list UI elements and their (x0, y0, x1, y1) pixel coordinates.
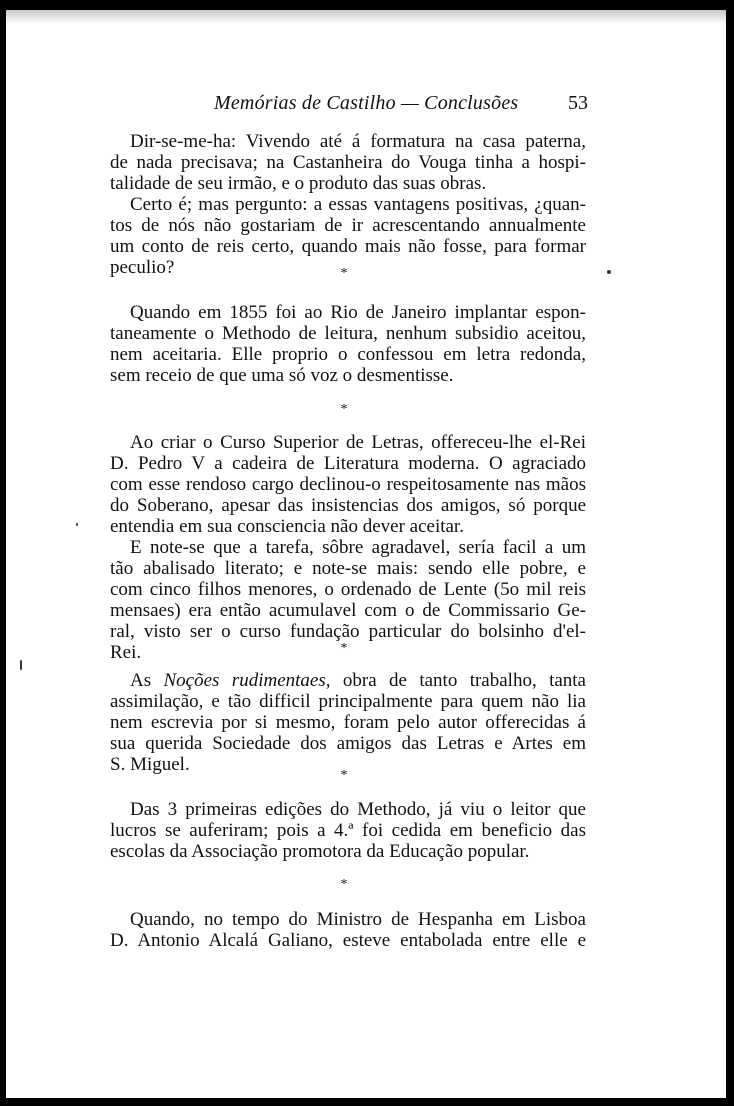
book-title: Noções rudimentaes, (163, 670, 331, 691)
text-line: escolas da Associação promotora da Educação popular. (110, 841, 530, 862)
paragraph-block-2 (110, 302, 586, 386)
text-line: Certo é; mas pergunto: a essas vantagens positivas, ¿quan- (130, 194, 586, 215)
text-line: S. Miguel. (110, 754, 190, 775)
text-line: entendia em sua consciencia não dever aceitar. (110, 516, 464, 537)
text-line: sua querida Sociedade dos amigos das Letras e Artes em (110, 733, 586, 754)
text-line: sem receio de que uma só voz o desmentisse. (110, 365, 454, 386)
paragraph-block-3 (110, 432, 586, 663)
section-separator: * (340, 402, 348, 417)
text-line: com cinco filhos menores, o ordenado de Lente (5o mil reis (110, 579, 586, 600)
section-separator: * (340, 768, 348, 783)
text-line: nem escrevia por si mesmo, foram pelo autor offerecidas á (110, 712, 586, 733)
paragraph-block-1 (110, 131, 586, 278)
text-line: D. Pedro V a cadeira de Literatura moderna. O agraciado (110, 453, 586, 474)
text-line: lucros se auferiram; pois a 4.ª foi cedida em beneficio das (110, 820, 586, 841)
text-fragment: obra de tanto trabalho, tanta (330, 670, 586, 691)
text-line: um conto de reis certo, quando mais não fosse, para formar (110, 236, 586, 257)
text-line: do Soberano, apesar das insistencias dos amigos, só porque (110, 495, 586, 516)
running-title: Memórias de Castilho — Conclusões (214, 92, 519, 114)
text-line: Quando, no tempo do Ministro de Hespanha em Lisboa (130, 909, 586, 930)
text-line: mensaes) era então acumulavel com o de Commissario Ge- (110, 600, 586, 621)
text-fragment: As (130, 670, 164, 691)
text-line: de nada precisava; na Castanheira do Vouga tinha a hospi- (110, 152, 586, 173)
text-line: Ao criar o Curso Superior de Letras, offereceu-lhe el-Rei (130, 432, 586, 453)
text-line: Rei. (110, 642, 142, 663)
scan-shadow (6, 10, 726, 24)
text-line: D. Antonio Alcalá Galiano, esteve entabolada entre elle e (110, 930, 586, 951)
text-line: assimilação, e tão difficil principalmente para quem não lia (110, 691, 586, 712)
text-line: ral, visto ser o curso fundação particular do bolsinho d'el- (110, 621, 586, 642)
text-line: Quando em 1855 foi ao Rio de Janeiro implantar espon- (130, 302, 586, 323)
page-header (110, 92, 588, 116)
scan-speck (20, 660, 22, 670)
section-separator: * (340, 641, 348, 656)
text-line: E note-se que a tarefa, sôbre agradavel, sería facil a um (130, 537, 586, 558)
text-line: tão abalisado literato; e note-se mais: sendo elle pobre, e (110, 558, 586, 579)
paragraph-block-5 (110, 799, 586, 862)
text-line: Das 3 primeiras edições do Methodo, já viu o leitor que (130, 799, 586, 820)
section-separator: * (340, 266, 348, 281)
text-line: Dir-se-me-ha: Vivendo até á formatura na casa paterna, (130, 131, 586, 152)
text-line (110, 670, 586, 691)
text-line: talidade de seu irmão, e o produto das suas obras. (110, 173, 487, 194)
paragraph-block-4 (110, 670, 586, 775)
scan-speck (607, 270, 611, 274)
text-line: tos de nós não gostariam de ir acrescentando annualmente (110, 215, 586, 236)
paragraph-block-6 (110, 909, 586, 951)
text-line: com esse rendoso cargo declinou-o respeitosamente nas mãos (110, 474, 586, 495)
section-separator: * (340, 877, 348, 892)
text-line: nem aceitaria. Elle proprio o confessou em letra redonda, (110, 344, 586, 365)
text-line: taneamente o Methodo de leitura, nenhum subsidio aceitou, (110, 323, 586, 344)
text-line: peculio? (110, 257, 175, 278)
scan-speck (76, 523, 78, 526)
page-number: 53 (568, 92, 588, 114)
